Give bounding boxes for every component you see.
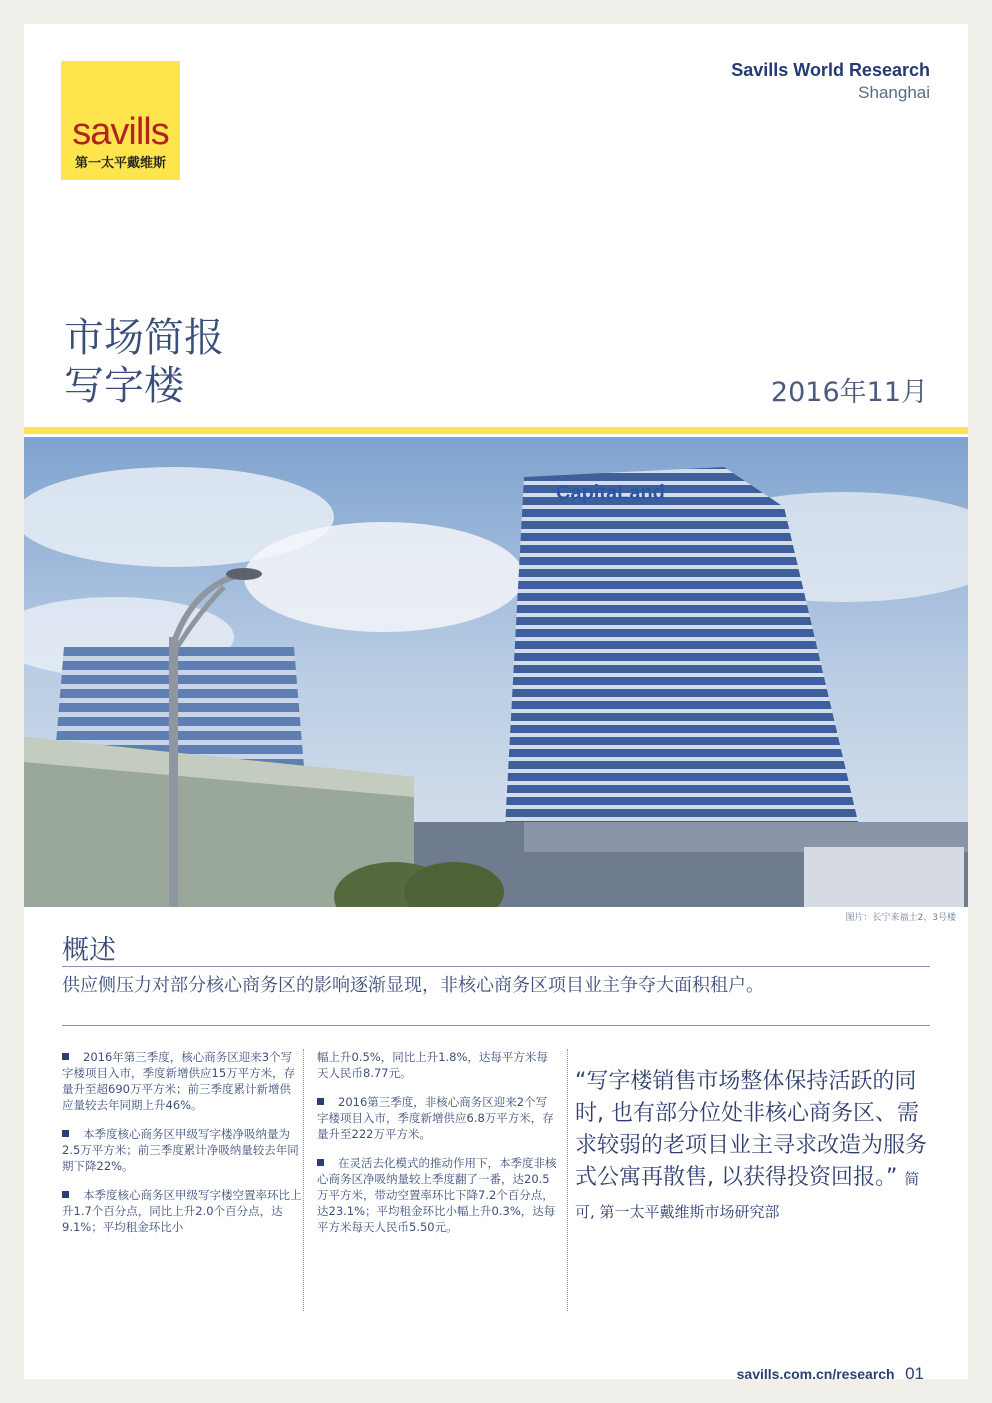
savills-logo — [61, 61, 180, 180]
brand-block — [731, 58, 930, 104]
bullet-square-icon — [62, 1130, 69, 1137]
bullet-square-icon — [317, 1159, 324, 1166]
page — [24, 24, 968, 1383]
overview-rule-bottom — [62, 1025, 930, 1026]
column-left — [62, 1049, 302, 1248]
bullet-item — [62, 1187, 302, 1235]
bullet-continuation: 幅上升0.5%，同比上升1.8%，达每平方米每天人民币8.77元。 — [317, 1050, 548, 1080]
logo-wordmark: savills — [72, 111, 169, 153]
bullet-text: 在灵活去化模式的推动作用下，本季度非核心商务区净吸纳量较上季度翻了一番，达20.5万平方米，带动空置率环比下降7.2个百分点，达23.1%；平均租金环比小幅上升0.3%，达每平方米每天人民币5.50元。 — [317, 1156, 557, 1234]
brand-title: Savills World Research — [731, 60, 930, 80]
photo-caption: 图片：长宁来福士2、3号楼 — [845, 913, 956, 923]
report-date: 2016年11月 — [770, 377, 928, 408]
capitaland-sign: CapitaLand — [556, 482, 665, 504]
bullet-text: 本季度核心商务区甲级写字楼空置率环比上升1.7个百分点，同比上升2.0个百分点，达9.1%；平均租金环比小 — [62, 1188, 302, 1234]
yellow-divider — [24, 427, 968, 434]
quote-text: “写字楼销售市场整体保持活跃的同时, 也有部分位处非核心商务区、需求较弱的老项目业主寻求改造为服务式公寓再散售, 以获得投资回报。” — [575, 1069, 928, 1190]
quote-attribution: 简可, 第一太平戴维斯市场研究部 — [575, 1170, 920, 1221]
column-divider — [567, 1049, 568, 1311]
building-illustration — [24, 437, 968, 907]
bullet-text: 本季度核心商务区甲级写字楼净吸纳量为2.5万平方米；前三季度累计净吸纳量较去年同期下降22%。 — [62, 1127, 299, 1173]
column-divider — [303, 1049, 304, 1311]
overview-rule-top — [62, 966, 930, 967]
bullet-square-icon — [62, 1053, 69, 1060]
bullet-item — [62, 1126, 302, 1174]
bullet-square-icon — [62, 1191, 69, 1198]
overview-heading: 概述 — [62, 935, 116, 966]
page-footer — [737, 1364, 924, 1384]
cover-photo — [24, 437, 968, 907]
page-number: 01 — [905, 1364, 924, 1383]
report-title — [64, 314, 224, 410]
report-title-line1: 市场简报 — [64, 315, 224, 361]
logo-chinese-name: 第一太平戴维斯 — [74, 156, 166, 171]
bullet-item — [317, 1094, 557, 1142]
bullet-square-icon — [317, 1098, 324, 1105]
bullet-text: 2016第三季度，非核心商务区迎来2个写字楼项目入市，季度新增供应6.8万平方米，存量升至222万平方米。 — [317, 1095, 554, 1141]
brand-city: Shanghai — [858, 83, 930, 102]
column-middle — [317, 1049, 557, 1248]
bullet-item — [317, 1155, 557, 1235]
bullet-item — [62, 1049, 302, 1113]
footer-url-link[interactable]: savills.com.cn/research — [736, 1366, 895, 1382]
report-title-line2: 写字楼 — [64, 363, 184, 409]
pull-quote — [575, 1066, 935, 1228]
overview-lead: 供应侧压力对部分核心商务区的影响逐渐显现，非核心商务区项目业主争夺大面积租户。 — [62, 975, 764, 996]
bullet-text: 2016年第三季度，核心商务区迎来3个写字楼项目入市，季度新增供应15万平方米，存量升至超690万平方米；前三季度累计新增供应量较去年同期上升46%。 — [62, 1050, 296, 1112]
